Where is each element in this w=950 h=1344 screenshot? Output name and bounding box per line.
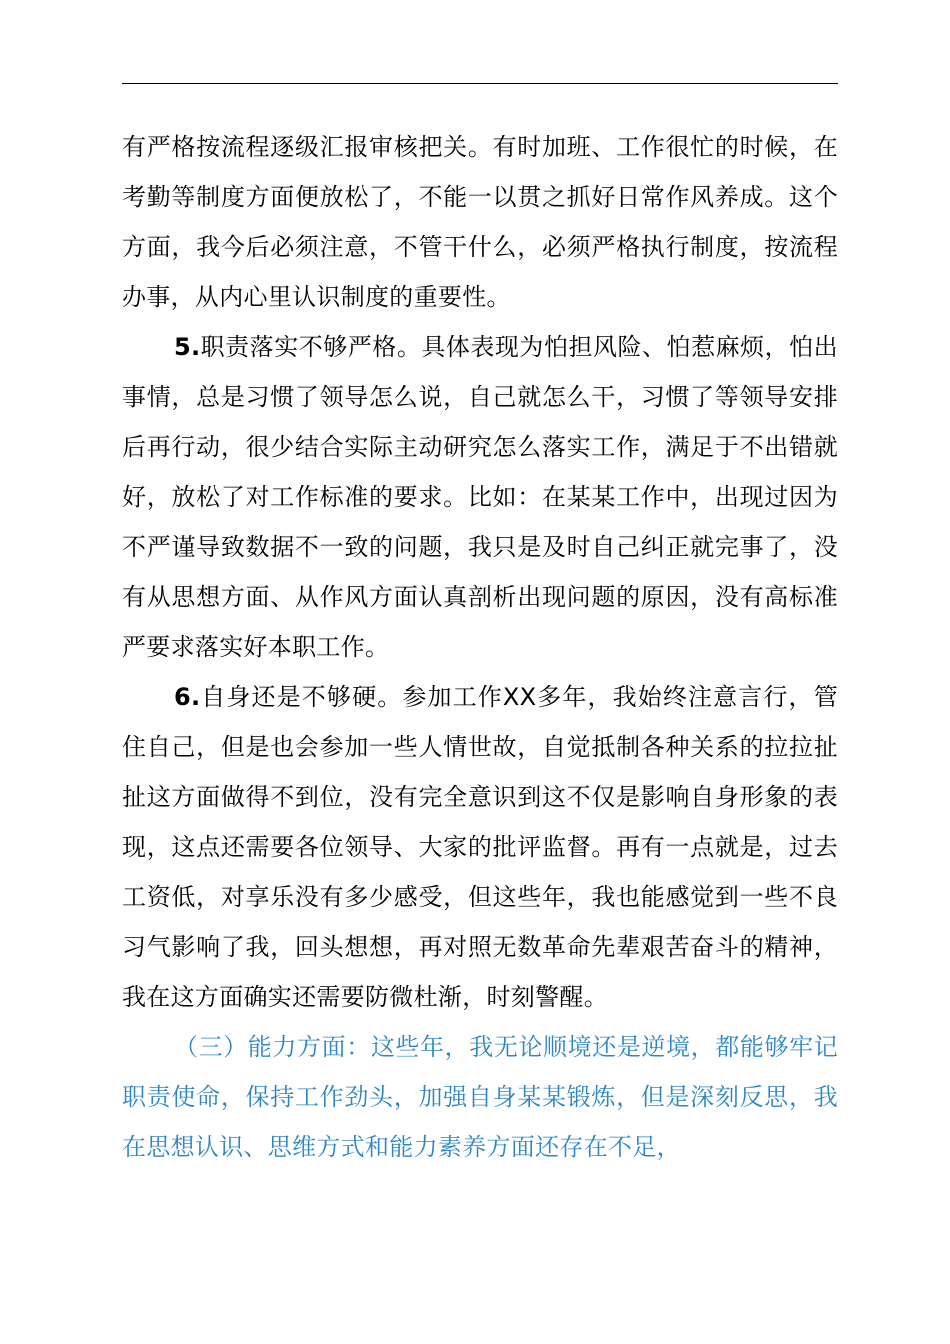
section-heading-ability <box>122 1022 838 1172</box>
paragraph-text: 职责落实不够严格。具体表现为怕担风险、怕惹麻烦，怕出事情，总是习惯了领导怎么说，自己就怎么干，习惯了等领导安排后再行动，很少结合实际主动研究怎么落实工作，满足于不出错就好，放松了对工作标准的要求。比如：在某某工作中，出现过因为不严谨导致数据不一致的问题，我只是及时自己纠正就完事了，没有从思想方面、从作风方面认真剖析出现问题的原因，没有高标准严要求落实好本职工作。 <box>122 333 838 661</box>
paragraph-text: （三）能力方面：这些年，我无论顺境还是逆境，都能够牢记职责使命，保持工作劲头，加强自身某某锻炼，但是深刻反思，我在思想认识、思维方式和能力素养方面还存在不足， <box>122 1033 838 1161</box>
paragraph-item-6 <box>122 672 838 1022</box>
paragraph-text: 有严格按流程逐级汇报审核把关。有时加班、工作很忙的时候，在考勤等制度方面便放松了，不能一以贯之抓好日常作风养成。这个方面，我今后必须注意，不管干什么，必须严格执行制度，按流程办事，从内心里认识制度的重要性。 <box>122 133 838 311</box>
item-number: 5. <box>174 333 201 361</box>
paragraph-continuation <box>122 122 838 322</box>
item-number: 6. <box>174 683 201 711</box>
document-body <box>122 122 838 1172</box>
paragraph-text: 自身还是不够硬。参加工作XX多年，我始终注意言行，管住自己，但是也会参加一些人情世故，自觉抵制各种关系的拉拉扯扯这方面做得不到位，没有完全意识到这不仅是影响自身形象的表现，这点还需要各位领导、大家的批评监督。再有一点就是，过去工资低，对享乐没有多少感受，但这些年，我也能感觉到一些不良习气影响了我，回头想想，再对照无数革命先辈艰苦奋斗的精神，我在这方面确实还需要防微杜渐，时刻警醒。 <box>122 683 838 1011</box>
paragraph-item-5 <box>122 322 838 672</box>
header-rule <box>122 83 838 84</box>
